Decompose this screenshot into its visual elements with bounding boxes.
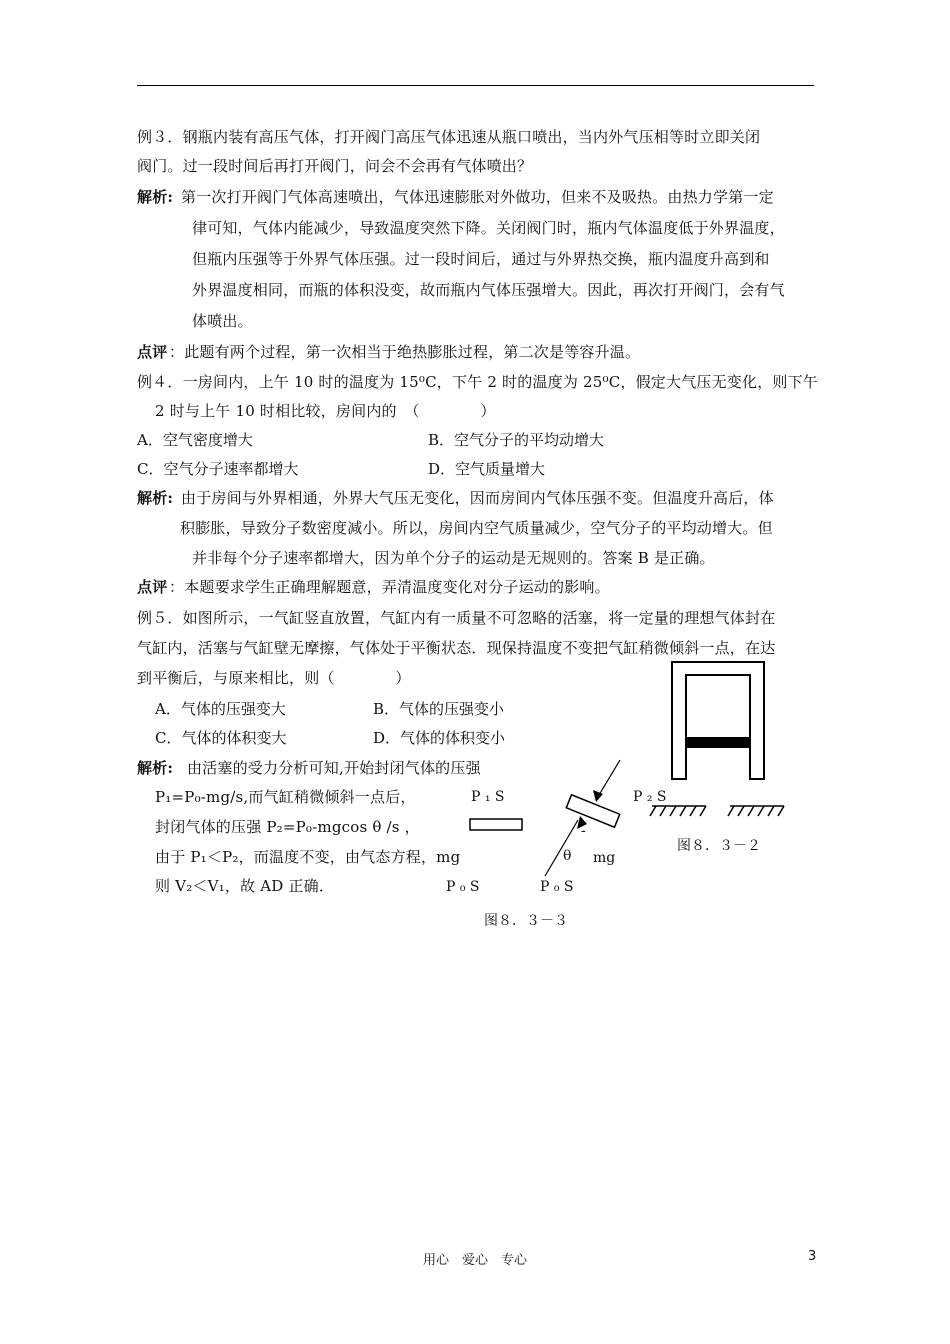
example4-analysis-label: 解析: [137, 489, 174, 507]
figure-label-mg: mg [593, 850, 616, 866]
example5-option-d: D．气体的体积变小 [373, 729, 506, 747]
figure-label-p1s: P ₁ S [471, 789, 505, 805]
example5-analysis-line3: 封闭气体的压强 P₂=P₀-mgcos θ /s ， [155, 818, 420, 836]
example3-analysis-line2: 律可知，气体内能减少，导致温度突然下降。关闭阀门时，瓶内气体温度低于外界温度， [192, 219, 785, 237]
example4-analysis-line3: 并非每个分子速率都增大，因为单个分子的运动是无规则的。答案 B 是正确。 [192, 549, 715, 567]
example4-question-line1: 例４．一房间内，上午 10 时的温度为 15⁰C，下午 2 时的温度为 25⁰C，假定大气压无变化，则下午 [137, 373, 818, 391]
example3-analysis-line5: 体喷出。 [192, 312, 253, 330]
example5-option-c: C．气体的体积变大 [155, 729, 287, 747]
page-number: 3 [808, 1249, 817, 1264]
footer-motto: 用心 爱心 专心 [422, 1253, 527, 1268]
example3-comment-label: 点评 [137, 343, 168, 361]
example5-option-b: B．气体的压强变小 [373, 700, 505, 718]
example3-analysis-line4: 外界温度相同，而瓶的体积没变，故而瓶内气体压强增大。因此，再次打开阀门，会有气 [192, 281, 785, 299]
example4-option-b: B．空气分子的平均动增大 [428, 431, 605, 449]
example5-question-line3: 到平衡后，与原来相比，则（ ） [137, 669, 411, 687]
example5-analysis-line1: 由活塞的受力分析可知,开始封闭气体的压强 [187, 759, 481, 777]
example4-question-line2: 2 时与上午 10 时相比较，房间内的 （ ） [155, 402, 496, 420]
example5-question-line2: 气缸内，活塞与气缸壁无摩擦，气体处于平衡状态．现保持温度不变把气缸稍微倾斜一点，在达 [137, 639, 776, 657]
example4-option-a: A．空气密度增大 [137, 431, 253, 449]
example5-analysis-line5: 则 V₂＜V₁，故 AD 正确． [155, 877, 335, 895]
example4-comment: ：本题要求学生正确理解题意，弄清温度变化对分子运动的影响。 [169, 578, 610, 596]
ground-hatch [650, 806, 784, 816]
example3-question-line1: 例３．钢瓶内装有高压气体，打开阀门高压气体迅速从瓶口喷出，当内外气压相等时立即关闭 [137, 128, 761, 146]
example5-question-line1: 例５．如图所示，一气缸竖直放置，气缸内有一质量不可忽略的活塞，将一定量的理想气体封在 [137, 609, 776, 627]
example5-analysis-label: 解析: [137, 759, 174, 777]
example4-option-c: C．空气分子速率都增大 [137, 460, 299, 478]
example3-comment: ：此题有两个过程，第一次相当于绝热膨胀过程，第二次是等容升温。 [169, 343, 641, 361]
figure-caption-8-3-3: 图８．３－３ [484, 913, 568, 929]
example5-analysis-line4: 由于 P₁＜P₂，而温度不变，由气态方程，mg [155, 848, 461, 866]
figure-caption-8-3-2: 图８．３－２ [677, 838, 761, 854]
example3-analysis-line3: 但瓶内压强等于外界气体压强。过一段时间后，通过与外界热交换，瓶内温度升高到和 [192, 250, 770, 268]
figure-label-theta: θ [563, 848, 572, 864]
figure-label-dash: - [581, 823, 586, 839]
piston [686, 737, 750, 748]
example4-analysis-line2: 积膨胀，导致分子数密度减小。所以，房间内空气质量减少，空气分子的平均动增大。但 [180, 519, 773, 537]
example5-analysis-line2: P₁=P₀-mg/s,而气缸稍微倾斜一点后， [155, 788, 416, 806]
cylinder-diagram [672, 662, 764, 779]
figure-label-p0s-right: P ₀ S [540, 879, 574, 895]
example4-comment-label: 点评 [137, 578, 168, 596]
example3-analysis-label: 解析: [137, 188, 174, 206]
example5-option-a: A．气体的压强变大 [155, 700, 286, 718]
example4-analysis-line1: 由于房间与外界相通，外界大气压无变化，因而房间内气体压强不变。但温度升高后，体 [181, 489, 774, 507]
example3-question-line2: 阀门。过一段时间后再打开阀门，问会不会再有气体喷出？ [137, 157, 533, 175]
example4-option-d: D．空气质量增大 [428, 460, 546, 478]
figure-label-p0s-left: P ₀ S [446, 879, 480, 895]
horizontal-piston [470, 819, 522, 830]
example3-analysis-line1: 第一次打开阀门气体高速喷出，气体迅速膨胀对外做功，但来不及吸热。由热力学第一定 [181, 188, 774, 206]
figure-label-p2s: P ₂ S [633, 789, 667, 805]
